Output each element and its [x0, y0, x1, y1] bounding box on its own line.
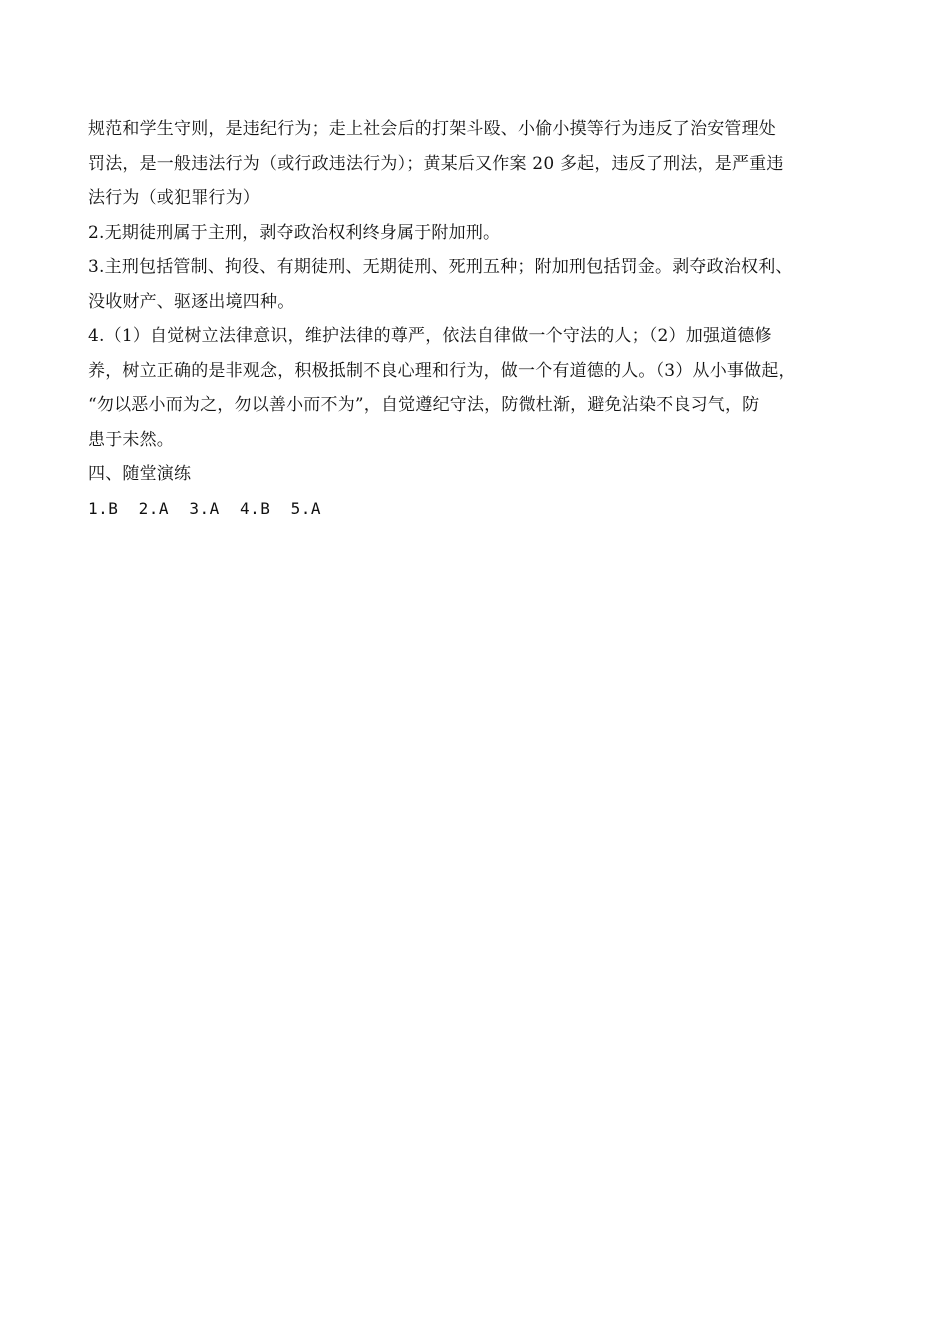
- paragraph-1-line-2: 罚法，是一般违法行为（或行政违法行为）；黄某后又作案 20 多起，违反了刑法，是严重违: [88, 153, 784, 174]
- answer-4-line-1: 4.（1）自觉树立法律意识，维护法律的尊严，依法自律做一个守法的人；（2）加强道德修: [88, 326, 772, 346]
- document-body: [88, 112, 883, 526]
- answer-2: 2.无期徒刑属于主刑，剥夺政治权利终身属于附加刑。: [88, 222, 501, 243]
- practice-answers: 1.B 2.A 3.A 4.B 5.A: [88, 498, 322, 518]
- answer-3-line-2: 没收财产、驱逐出境四种。: [88, 291, 295, 312]
- answer-4-line-4: 患于未然。: [88, 429, 174, 450]
- answer-4-line-3: “勿以恶小而为之，勿以善小而不为”，自觉遵纪守法，防微杜渐，避免沾染不良习气，防: [88, 395, 760, 415]
- section-heading: 四、随堂演练: [88, 464, 192, 484]
- paragraph-1-line-1: 规范和学生守则，是违纪行为；走上社会后的打架斗殴、小偷小摸等行为违反了治安管理处: [88, 119, 776, 139]
- paragraph-1-line-3: 法行为（或犯罪行为）: [88, 188, 260, 208]
- answer-3-line-1: 3.主刑包括管制、拘役、有期徒刑、无期徒刑、死刑五种；附加刑包括罚金。剥夺政治权利、: [88, 257, 793, 277]
- answer-4-line-2: 养，树立正确的是非观念，积极抵制不良心理和行为，做一个有道德的人。（3）从小事做起，: [88, 360, 796, 381]
